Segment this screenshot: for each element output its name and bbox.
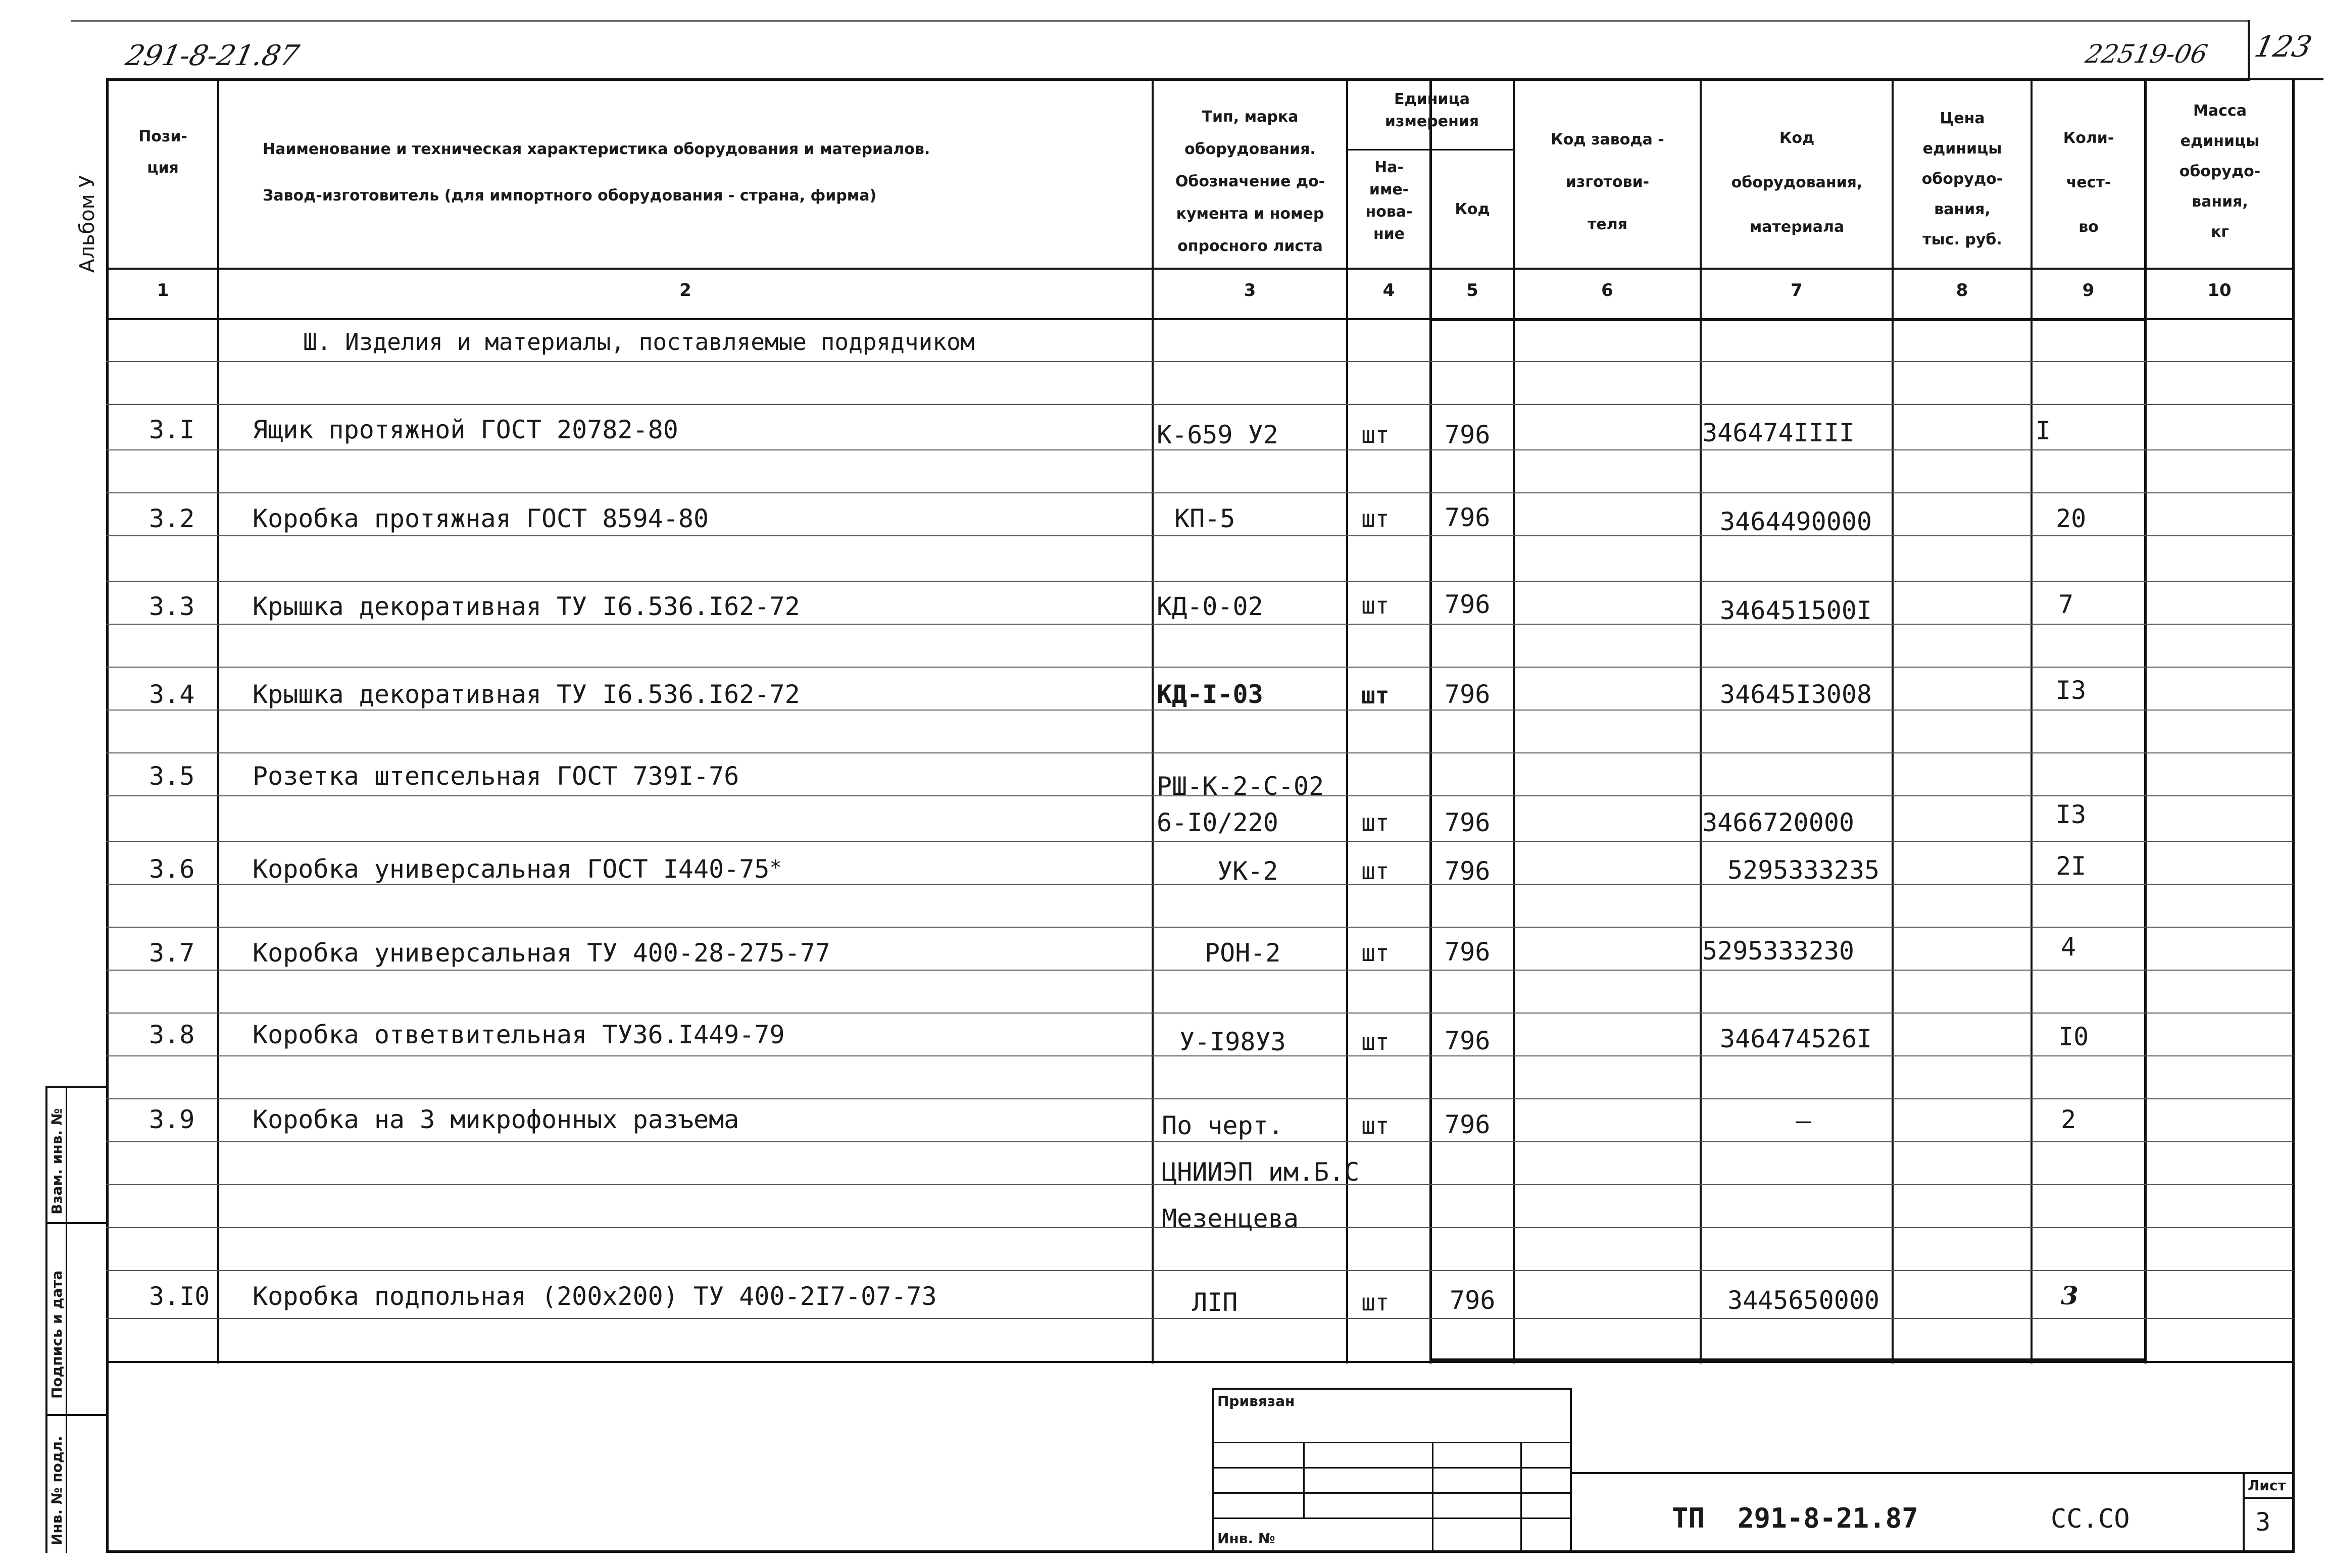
item-name: Коробка подпольная (200х200) ТУ 400-2I7-07-73: [253, 1282, 937, 1311]
item-unit: шт: [1361, 421, 1390, 448]
item-quantity: I3: [2056, 676, 2087, 705]
header-material-code: Код оборудования, материала: [1731, 129, 1863, 236]
item-type: РОН-2: [1205, 938, 1281, 968]
item-material-code: 346474IIII: [1702, 418, 1855, 447]
item-name: Коробка универсальная ТУ 400-28-275-77: [253, 938, 830, 968]
col-number: 3: [1244, 280, 1256, 300]
col-number: 4: [1382, 280, 1395, 300]
item-name: Крышка декоративная ТУ I6.536.I62-72: [253, 680, 800, 709]
item-unit-code: 796: [1450, 1286, 1496, 1315]
item-unit: шт: [1361, 809, 1390, 836]
item-material-code: 5295333235: [1727, 855, 1880, 885]
item-material-code: 34645I3008: [1720, 680, 1872, 709]
item-material-code: 346474526I: [1720, 1024, 1872, 1053]
item-unit: шт: [1361, 939, 1390, 967]
item-type: РШ-К-2-С-02: [1157, 772, 1324, 801]
col-number: 9: [2082, 280, 2095, 300]
item-unit-code: 796: [1445, 808, 1491, 837]
header-factory-code: Код завода - изготови- теля: [1551, 131, 1664, 233]
item-position: 3.8: [149, 1020, 195, 1049]
header-price: Цена единицы оборудо- вания, тыс. руб.: [1921, 110, 2003, 248]
section-title: Ш. Изделия и материалы, поставляемые подрядчиком: [303, 328, 975, 356]
item-material-code: 5295333230: [1702, 936, 1855, 966]
item-unit: шт: [1361, 1112, 1390, 1139]
item-unit: шт: [1361, 1028, 1390, 1055]
item-material-code: 3464490000: [1720, 507, 1872, 536]
item-type-continued: Мезенцева: [1162, 1204, 1299, 1233]
item-name: Коробка ответвительная ТУ36.I449-79: [253, 1020, 785, 1049]
item-material-code: –: [1796, 1106, 1811, 1135]
item-type: К-659 У2: [1157, 420, 1278, 449]
col-number: 1: [157, 280, 169, 300]
item-position: 3.I0: [149, 1282, 210, 1311]
item-quantity: I3: [2056, 800, 2087, 829]
item-material-code: 3445650000: [1727, 1286, 1880, 1315]
item-unit-code: 796: [1445, 1110, 1491, 1139]
item-name: Коробка протяжная ГОСТ 8594-80: [253, 504, 709, 533]
item-unit: шт: [1361, 857, 1390, 885]
item-quantity: I: [2036, 416, 2051, 445]
item-quantity: 4: [2061, 932, 2076, 962]
item-position: 3.3: [149, 592, 195, 621]
item-unit-code: 796: [1445, 1026, 1491, 1055]
item-type: КД-I-03: [1157, 680, 1263, 709]
item-type-continued: 6-I0/220: [1157, 808, 1278, 837]
document-code: СС.СО: [2051, 1504, 2130, 1534]
item-unit-code: 796: [1445, 503, 1491, 532]
item-type-continued: ЦНИИЭП им.Б.С: [1162, 1157, 1360, 1187]
col-number: 7: [1791, 280, 1803, 300]
item-position: 3.7: [149, 938, 195, 968]
header-mass: Масса единицы оборудо- вания, кг: [2179, 102, 2261, 241]
header-unit-name: На- име- нова- ние: [1365, 159, 1413, 243]
item-unit: шт: [1361, 1289, 1390, 1316]
item-position: 3.6: [149, 854, 195, 884]
bound-label: Привязан: [1217, 1393, 1295, 1409]
item-unit-code: 796: [1445, 680, 1491, 709]
item-unit-code: 796: [1445, 420, 1491, 449]
item-material-code: 346451500I: [1720, 596, 1872, 625]
inv-label: Инв. №: [1217, 1530, 1275, 1547]
header-unit-code: Код: [1455, 200, 1490, 218]
sheet-label: Лист: [2248, 1477, 2286, 1494]
strip-replace-inv: Взам. инв. №: [48, 1108, 65, 1215]
header-quantity: Коли- чест- во: [2063, 129, 2114, 236]
col-number: 5: [1466, 280, 1478, 300]
item-name: Коробка универсальная ГОСТ I440-75*: [253, 854, 782, 884]
item-position: 3.4: [149, 680, 195, 709]
item-type: ЛIП: [1192, 1288, 1238, 1317]
page-number: 123: [2251, 29, 2315, 64]
item-type: По черт.: [1162, 1111, 1283, 1140]
item-position: 3.I: [149, 415, 195, 444]
item-name: Коробка на 3 микрофонных разъема: [253, 1105, 739, 1134]
strip-original-inv: Инв. № подл.: [48, 1436, 65, 1545]
header-name: Наименование и техническая характеристика оборудования и материалов. Завод-изготовитель (для импортного оборудования - страна, фирма): [263, 140, 930, 205]
sheet-number: 3: [2255, 1507, 2271, 1537]
col-number: 8: [1956, 280, 1968, 300]
document-designation: ТП 291-8-21.87: [1672, 1502, 1918, 1534]
item-type: КП-5: [1174, 504, 1235, 533]
item-quantity: 7: [2058, 590, 2074, 619]
item-quantity: 2I: [2056, 851, 2087, 881]
item-position: 3.9: [149, 1105, 195, 1134]
item-unit: шт: [1361, 682, 1390, 709]
header-type: Тип, марка оборудования. Обозначение до- кумента и номер опросного листа: [1175, 108, 1325, 255]
item-quantity: 20: [2056, 504, 2087, 533]
item-position: 3.2: [149, 504, 195, 533]
item-type: КД-0-02: [1157, 592, 1263, 621]
album-label: Альбом У: [76, 175, 99, 273]
inventory-handwritten: 22519-06: [2083, 39, 2210, 69]
item-unit: шт: [1361, 505, 1390, 532]
item-unit-code: 796: [1445, 856, 1491, 886]
item-material-code: 3466720000: [1702, 808, 1855, 837]
item-name: Крышка декоративная ТУ I6.536.I62-72: [253, 592, 800, 621]
col-number: 2: [679, 280, 691, 300]
item-name: Розетка штепсельная ГОСТ 739I-76: [253, 762, 739, 791]
doc-code-handwritten: 291-8-21.87: [123, 39, 302, 72]
item-unit-code: 796: [1445, 937, 1491, 967]
col-number: 10: [2207, 280, 2232, 300]
item-type: У-I98УЗ: [1179, 1027, 1286, 1056]
item-quantity: 3: [2061, 1281, 2078, 1310]
item-name: Ящик протяжной ГОСТ 20782-80: [253, 415, 678, 444]
item-quantity: 2: [2061, 1105, 2076, 1134]
header-position: Пози- ция: [138, 128, 187, 177]
col-number: 6: [1601, 280, 1613, 300]
item-unit: шт: [1361, 592, 1390, 619]
item-quantity: I0: [2058, 1022, 2089, 1051]
item-position: 3.5: [149, 762, 195, 791]
item-unit-code: 796: [1445, 590, 1491, 619]
strip-signature-date: Подпись и дата: [48, 1270, 65, 1399]
item-type: УК-2: [1217, 856, 1278, 886]
header-unit-group: Единица измерения: [1384, 90, 1479, 130]
